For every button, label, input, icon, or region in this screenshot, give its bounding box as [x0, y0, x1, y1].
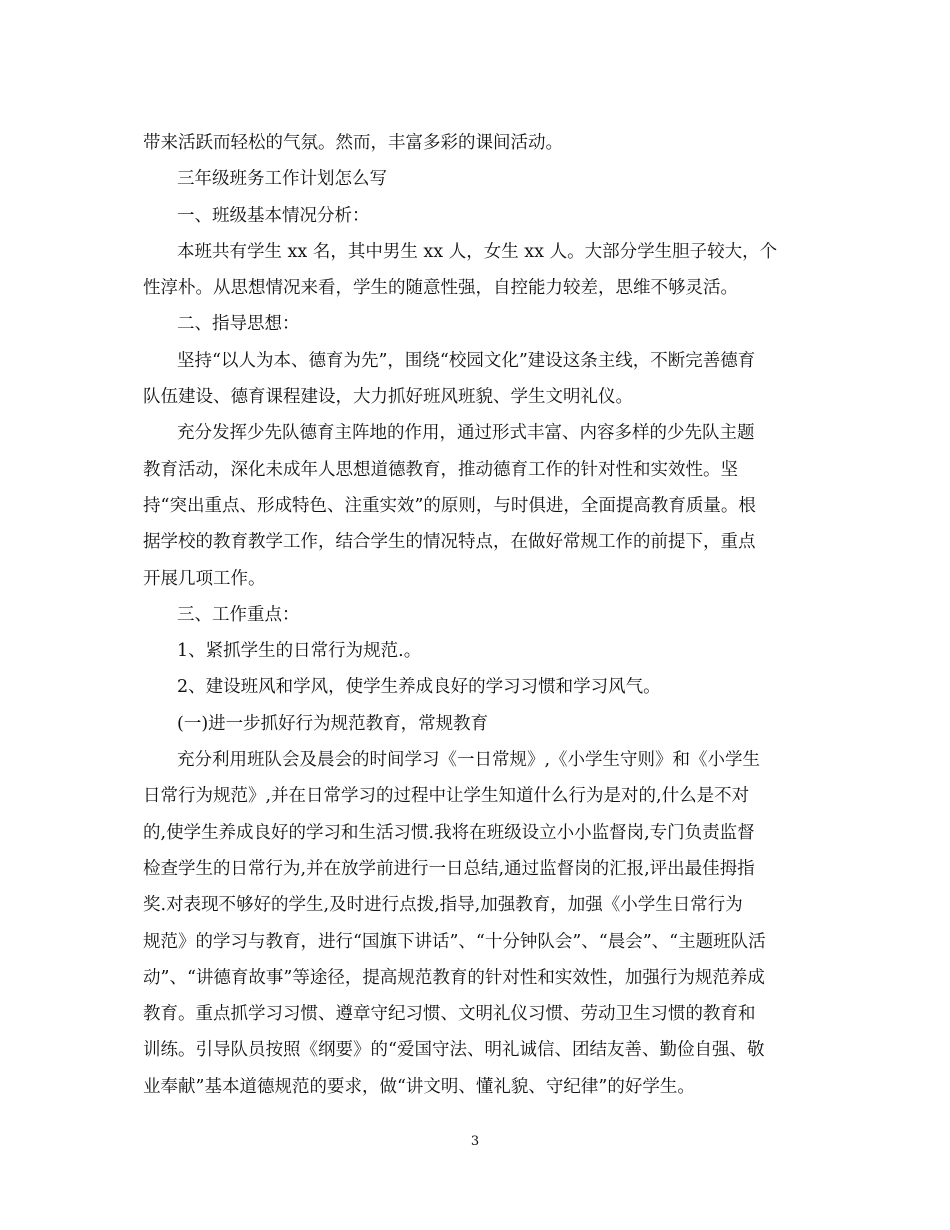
- text-line: 本班共有学生 xx 名，其中男生 xx 人，女生 xx 人。大部分学生胆子较大，个: [177, 241, 778, 262]
- text-line: 检查学生的日常行为,并在放学前进行一日总结,通过监督岗的汇报,评出最佳拇指: [143, 858, 755, 879]
- section-title: 三年级班务工作计划怎么写: [177, 169, 387, 190]
- heading-2: 二、指导思想：: [177, 314, 300, 335]
- text-line: 据学校的教育教学工作，结合学生的情况特点，在做好常规工作的前提下，重点: [143, 532, 756, 553]
- body-text: [143, 125, 813, 1105]
- text-line: 性淳朴。从思想情况来看，学生的随意性强，自控能力较差，思维不够灵活。: [143, 278, 738, 299]
- text-line: 队伍建设、德育课程建设，大力抓好班风班貌、学生文明礼仪。: [143, 387, 633, 408]
- page-number: 3: [470, 1134, 480, 1149]
- text-line: 教育活动，深化未成年人思想道德教育，推动德育工作的针对性和实效性。坚: [143, 459, 738, 480]
- text-line: 动”、“讲德育故事”等途径，提高规范教育的针对性和实效性，加强行为规范养成: [143, 967, 765, 988]
- text-line: 日常行为规范》,并在日常学习的过程中让学生知道什么行为是对的,什么是不对: [143, 786, 750, 807]
- subheading: (一)进一步抓好行为规范教育，常规教育: [177, 713, 489, 734]
- heading-3: 三、工作重点：: [177, 604, 300, 625]
- text-line: 训练。引导队员按照《纲要》的“爱国守法、明礼诚信、团结友善、勤俭自强、敬: [143, 1040, 765, 1061]
- text-line: 持“突出重点、形成特色、注重实效”的原则，与时俱进，全面提高教育质量。根: [143, 495, 756, 516]
- text-line: 的,使学生养成良好的学习和生活习惯.我将在班级设立小小监督岗,专门负责监督: [143, 822, 755, 843]
- list-item: 2、建设班风和学风，使学生养成良好的学习习惯和学习风气。: [177, 677, 661, 698]
- text-line: 教育。重点抓学习习惯、遵章守纪习惯、文明礼仪习惯、劳动卫生习惯的教育和: [143, 1004, 756, 1025]
- text-line: 充分发挥少先队德育主阵地的作用，通过形式丰富、内容多样的少先队主题: [177, 423, 755, 444]
- text-line: 带来活跃而轻松的气氛。然而，丰富多彩的课间活动。: [143, 133, 563, 153]
- heading-1: 一、班级基本情况分析：: [177, 205, 370, 226]
- text-line: 规范》的学习与教育，进行“国旗下讲话”、“十分钟队会”、“晨会”、“主题班队活: [143, 931, 766, 952]
- text-line: 奖.对表现不够好的学生,及时进行点拨,指导,加强教育，加强《小学生日常行为: [143, 895, 743, 916]
- list-item: 1、紧抓学生的日常行为规范.。: [177, 641, 422, 662]
- text-line: 坚持“以人为本、德育为先”，围绕“校园文化”建设这条主线，不断完善德育: [177, 350, 756, 371]
- text-line: 充分利用班队会及晨会的时间学习《一日常规》,《小学生守则》和《小学生: [177, 750, 761, 771]
- text-line: 业奉献”基本道德规范的要求，做“讲文明、懂礼貌、守纪律”的好学生。: [143, 1076, 695, 1097]
- text-line: 开展几项工作。: [143, 568, 266, 589]
